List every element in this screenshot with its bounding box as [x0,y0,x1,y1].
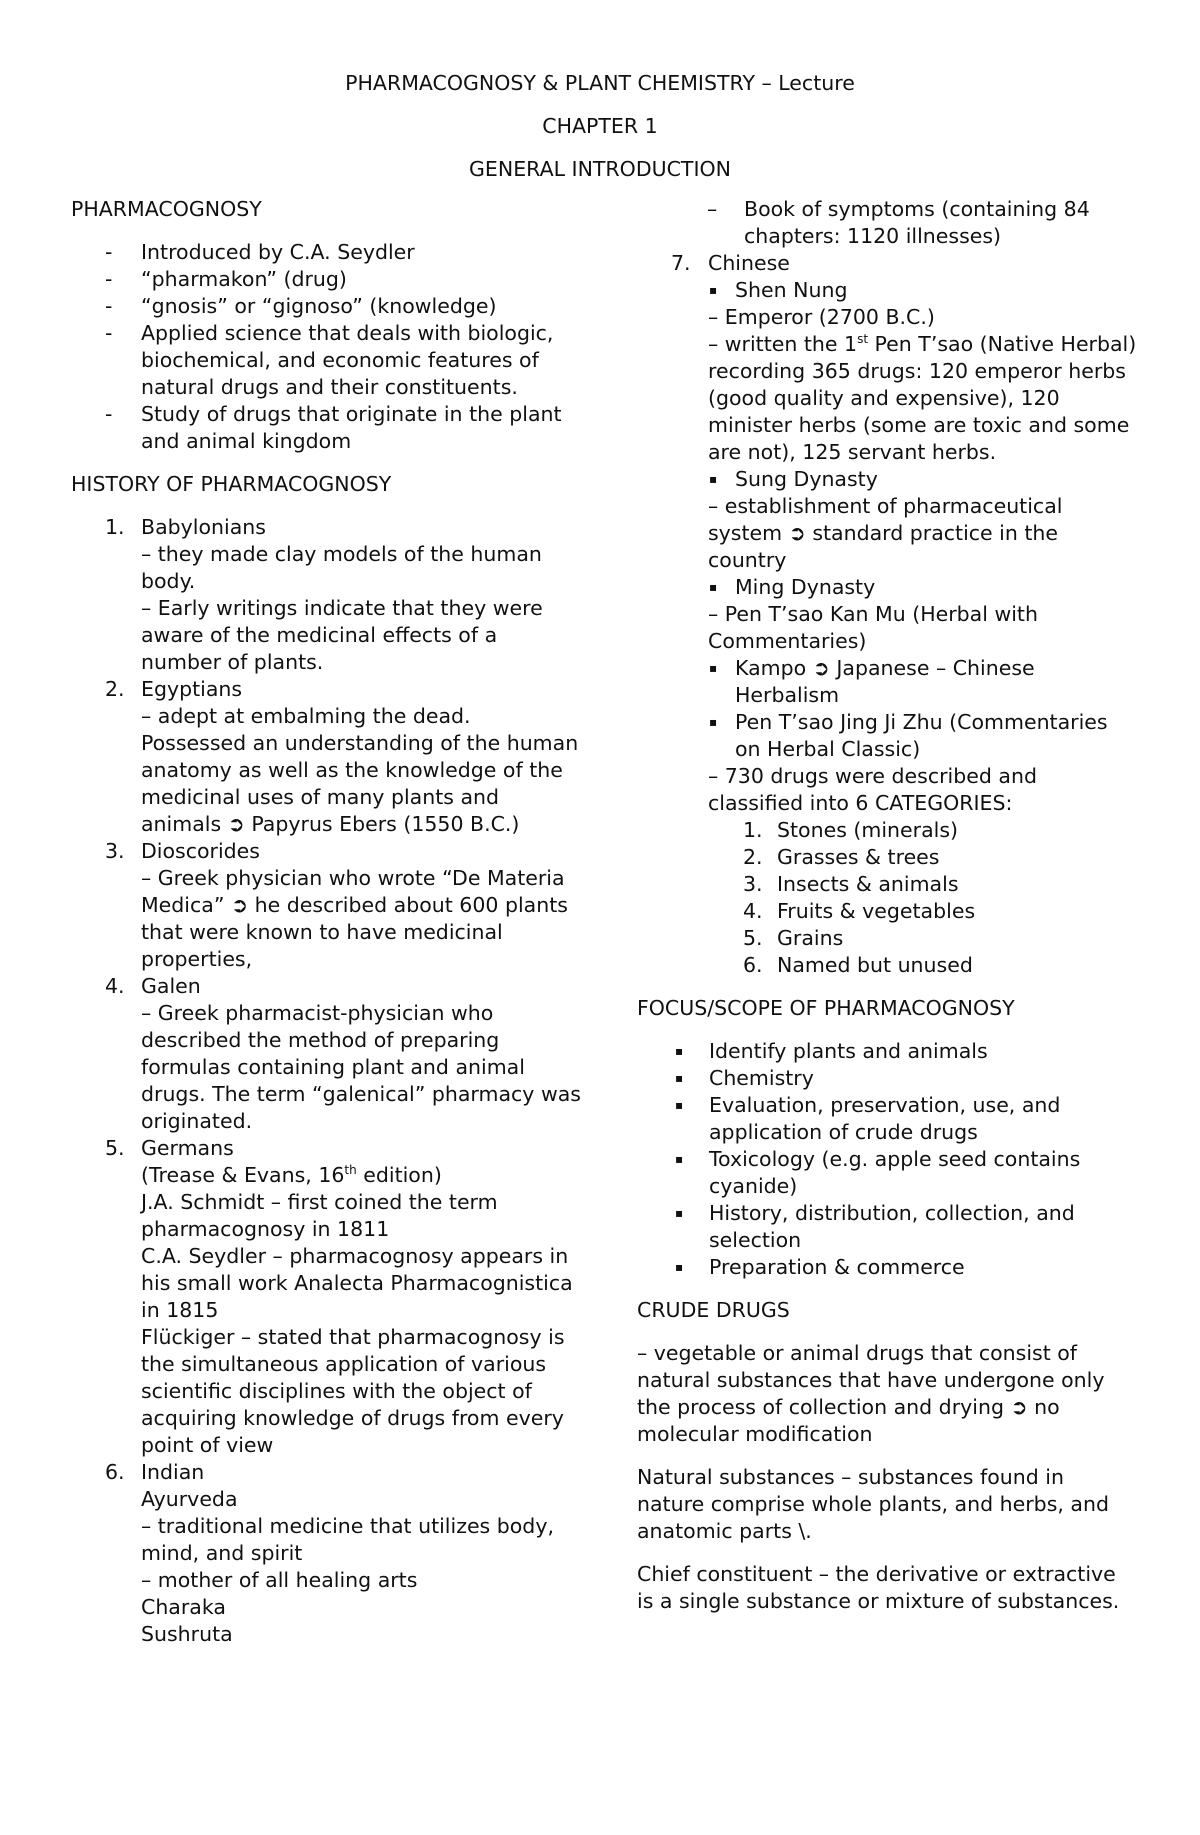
chinese-line: – 730 drugs were described and classified into 6 CATEGORIES: [708,764,1037,815]
dash-marker: - [105,267,113,291]
list-item-text: Applied science that deals with biologic, biochemical, and economic features of natural drugs and their constituents. [141,321,554,399]
category-item [637,871,1137,898]
focus-text: Toxicology (e.g. apple seed contains cyanide) [709,1147,1081,1198]
item-number: 2. [105,677,125,701]
item-line: – they made clay models of the human body. [141,542,542,593]
item-title: Germans [141,1136,234,1160]
dash-marker: - [105,240,113,264]
square-bullet-icon: ▪ [675,1071,684,1085]
dash-marker: - [105,294,113,318]
item-title: Dioscorides [141,839,260,863]
item-number: 2. [743,845,763,869]
item-line: – mother of all healing arts [141,1568,418,1592]
section-title: GENERAL INTRODUCTION [469,157,731,181]
item-line: Sushruta [141,1622,233,1646]
category-item [637,817,1137,844]
trease-line [141,1162,581,1189]
focus-item [637,1200,1137,1254]
category-item [637,952,1137,979]
superscript: st [857,332,869,347]
focus-heading: FOCUS/SCOPE OF PHARMACOGNOSY [637,996,1015,1020]
category-item [637,844,1137,871]
bullet-item [637,655,1137,709]
bullet-text: Ming Dynasty [735,575,876,599]
history-item [71,838,581,973]
bullet-text: Sung Dynasty [735,467,878,491]
category-item [637,898,1137,925]
item-number: 6. [743,953,763,977]
list-item [71,320,581,401]
list-item-text: “gnosis” or “gignoso” (knowledge) [141,294,497,318]
square-bullet-icon: ▪ [709,661,718,675]
item-number: 1. [105,515,125,539]
square-bullet-icon: ▪ [709,472,718,486]
list-item [71,266,581,293]
dash-marker: – [707,197,718,221]
pentsao-text: – written the 1 [708,332,858,356]
history-item [71,1459,581,1648]
item-number: 5. [105,1136,125,1160]
focus-item [637,1038,1137,1065]
bullet-text: Kampo ➲ Japanese – Chinese Herbalism [735,656,1035,707]
category-text: Grasses & trees [777,845,940,869]
square-bullet-icon: ▪ [675,1260,684,1274]
item-number: 4. [743,899,763,923]
category-text: Fruits & vegetables [777,899,976,923]
history-item [71,1135,581,1459]
square-bullet-icon: ▪ [709,283,718,297]
item-line: – Greek pharmacist-physician who described the method of preparing formulas containing plant and animal drugs. The term “galenical” pharmacy was originated. [141,1001,581,1133]
chinese-line: – Pen T’sao Kan Mu (Herbal with Commentaries) [708,602,1038,653]
pharmacognosy-heading: PHARMACOGNOSY [71,197,262,221]
item-line: J.A. Schmidt – first coined the term pharmacognosy in 1811 [141,1190,498,1241]
focus-item [637,1065,1137,1092]
square-bullet-icon: ▪ [675,1044,684,1058]
chinese-item [637,250,1137,277]
item-line: – traditional medicine that utilizes body, mind, and spirit [141,1514,554,1565]
crude-drugs-heading: CRUDE DRUGS [637,1298,790,1322]
list-item [71,239,581,266]
chapter-title: CHAPTER 1 [542,114,658,138]
item-number: 7. [671,251,691,275]
bullet-text: Shen Nung [735,278,848,302]
list-item-text: Book of symptoms (containing 84 chapters: 1120 illnesses) [744,197,1090,248]
focus-text: Chemistry [709,1066,814,1090]
square-bullet-icon: ▪ [675,1098,684,1112]
list-item [71,293,581,320]
trease-text: edition) [356,1163,442,1187]
focus-text: History, distribution, collection, and selection [709,1201,1075,1252]
bullet-item [637,466,1137,493]
item-line: Ayurveda [141,1487,238,1511]
superscript: th [344,1163,357,1178]
category-text: Stones (minerals) [777,818,959,842]
history-item [71,973,581,1135]
item-number: 1. [743,818,763,842]
pentsao-text: Pen T’sao (Native Herbal) recording 365 drugs: 120 emperor herbs (good quality and expensive), 120 minister herbs (some are toxic and some are not), 125 servant herbs. [708,332,1137,464]
dash-marker: - [105,321,113,345]
item-line: – Greek physician who wrote “De Materia Medica” ➲ he described about 600 plants that were known to have medicinal properties, [141,866,568,971]
focus-item [637,1254,1137,1281]
history-item [71,676,581,838]
left-column [71,196,581,1648]
focus-item [637,1146,1137,1200]
history-item [71,514,581,676]
item-line: – Early writings indicate that they were aware of the medicinal effects of a number of plants. [141,596,543,674]
chinese-line: – establishment of pharmaceutical system ➲ standard practice in the country [708,494,1063,572]
bullet-item [637,574,1137,601]
item-line: Flückiger – stated that pharmacognosy is the simultaneous application of various scientific disciplines with the object of acquiring knowledge of drugs from every point of view [141,1325,565,1457]
item-line: – adept at embalming the dead. Possessed an understanding of the human anatomy as well as the knowledge of the medicinal uses of many plants and animals ➲ Papyrus Ebers (1550 B.C.) [141,704,579,836]
item-title: Galen [141,974,201,998]
square-bullet-icon: ▪ [709,580,718,594]
square-bullet-icon: ▪ [709,715,718,729]
list-item-text: Introduced by C.A. Seydler [141,240,415,264]
category-text: Named but unused [777,953,973,977]
crude-paragraph: – vegetable or animal drugs that consist of natural substances that have undergone only the process of collection and drying ➲ no molecular modification [637,1341,1105,1446]
chinese-line: – Emperor (2700 B.C.) [708,305,935,329]
item-title: Babylonians [141,515,266,539]
item-number: 4. [105,974,125,998]
focus-text: Identify plants and animals [709,1039,988,1063]
history-heading: HISTORY OF PHARMACOGNOSY [71,472,392,496]
crude-paragraph: Natural substances – substances found in nature comprise whole plants, and herbs, and anatomic parts \. [637,1465,1109,1543]
item-number: 6. [105,1460,125,1484]
focus-item [637,1092,1137,1146]
focus-text: Evaluation, preservation, use, and application of crude drugs [709,1093,1061,1144]
list-item [637,196,1137,250]
category-text: Grains [777,926,844,950]
focus-text: Preparation & commerce [709,1255,965,1279]
item-line: C.A. Seydler – pharmacognosy appears in his small work Analecta Pharmacognistica in 1815 [141,1244,573,1322]
crude-paragraph: Chief constituent – the derivative or extractive is a single substance or mixture of substances. [637,1562,1120,1613]
category-item [637,925,1137,952]
trease-text: (Trease & Evans, 16 [141,1163,345,1187]
dash-marker: - [105,402,113,426]
item-number: 3. [105,839,125,863]
bullet-text: Pen T’sao Jing Ji Zhu (Commentaries on Herbal Classic) [735,710,1108,761]
square-bullet-icon: ▪ [675,1206,684,1220]
list-item [71,401,581,455]
list-item-text: “pharmakon” (drug) [141,267,347,291]
category-text: Insects & animals [777,872,959,896]
square-bullet-icon: ▪ [675,1152,684,1166]
item-number: 3. [743,872,763,896]
chinese-line [637,331,1137,466]
bullet-item [637,277,1137,304]
page-title: PHARMACOGNOSY & PLANT CHEMISTRY – Lecture [345,71,855,95]
right-column [637,196,1137,1631]
bullet-item [637,709,1137,763]
item-title: Egyptians [141,677,243,701]
list-item-text: Study of drugs that originate in the plant and animal kingdom [141,402,562,453]
item-title: Indian [141,1460,205,1484]
item-number: 5. [743,926,763,950]
item-title: Chinese [708,251,790,275]
item-line: Charaka [141,1595,226,1619]
